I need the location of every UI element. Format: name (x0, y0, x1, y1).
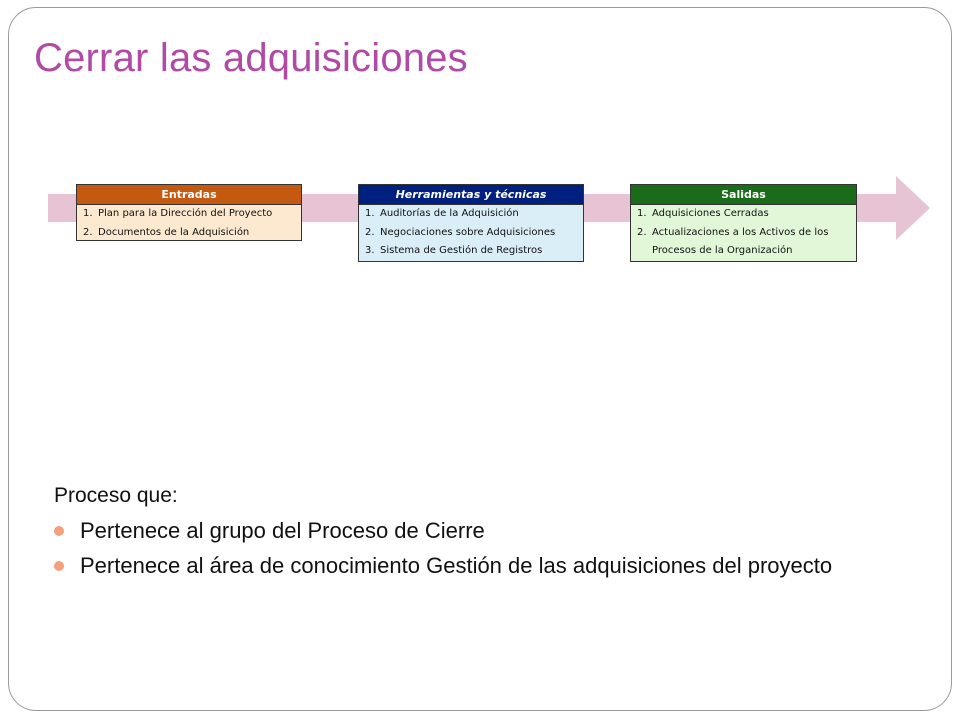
slide-title: Cerrar las adquisiciones (34, 36, 468, 80)
outputs-item-continuation: Procesos de la Organización (652, 245, 793, 256)
description-bullet: Pertenece al grupo del Proceso de Cierre (54, 517, 914, 544)
outputs-box (630, 184, 857, 262)
bullet-dot-icon (54, 561, 64, 571)
inputs-item: 1. Plan para la Dirección del Proyecto (83, 208, 273, 219)
slide-frame (8, 7, 952, 711)
inputs-header: Entradas (77, 185, 301, 205)
outputs-header: Salidas (631, 185, 856, 205)
process-description (54, 484, 914, 587)
tools-item: 2. Negociaciones sobre Adquisiciones (365, 226, 556, 238)
inputs-item: 2. Documentos de la Adquisición (83, 226, 250, 238)
tools-item: 3. Sistema de Gestión de Registros (365, 245, 543, 256)
outputs-item: 2. Actualizaciones a los Activos de los (637, 226, 829, 238)
bullet-dot-icon (54, 526, 64, 536)
outputs-item: 1. Adquisiciones Cerradas (637, 208, 769, 219)
description-lead: Proceso que: (54, 484, 178, 507)
description-bullet: Pertenece al área de conocimiento Gestión de las adquisiciones del proyecto (54, 552, 914, 579)
tools-techniques-box (358, 184, 584, 262)
tools-techniques-header: Herramientas y técnicas (359, 185, 583, 205)
tools-item: 1. Auditorías de la Adquisición (365, 208, 519, 219)
inputs-box (76, 184, 302, 241)
